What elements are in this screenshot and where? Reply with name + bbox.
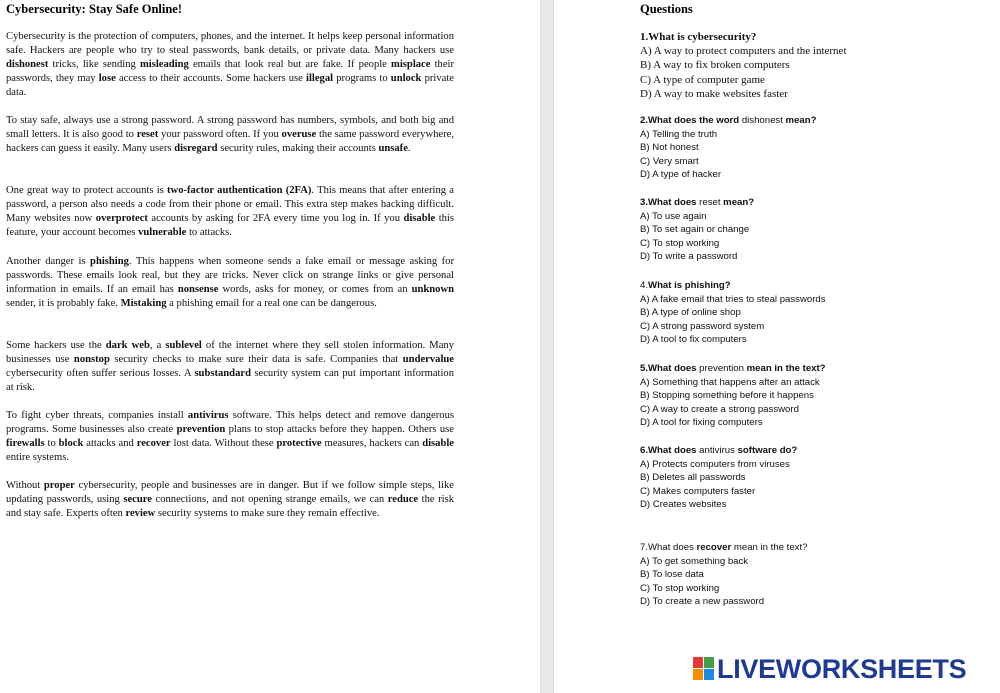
question-1	[640, 30, 990, 101]
answer-option[interactable]: A) Something that happens after an attack	[640, 376, 820, 388]
liveworksheets-mark-icon	[693, 657, 715, 681]
question-stem: 4.What is phishing?	[640, 280, 731, 291]
answer-option[interactable]: A) A way to protect computers and the internet	[640, 45, 847, 58]
answer-option[interactable]: D) A tool to fix computers	[640, 334, 747, 346]
answer-option[interactable]: B) Deletes all passwords	[640, 472, 746, 484]
paragraph-2: To stay safe, always use a strong password. A strong password has numbers, symbols, and both big and small letters. It is also good to reset your password often. If you overuse the same password everywhere, hackers can guess it easily. Many users disregard security rules, making their accounts unsafe.	[6, 115, 454, 154]
answer-option[interactable]: D) Creates websites	[640, 499, 727, 511]
answer-option[interactable]: B) To set again or change	[640, 224, 750, 236]
answer-option[interactable]: D) A type of hacker	[640, 169, 722, 181]
question-5	[640, 362, 990, 430]
answer-option[interactable]: C) To stop working	[640, 237, 720, 249]
question-6	[640, 444, 990, 512]
question-3	[640, 196, 990, 264]
answer-option[interactable]: C) Very smart	[640, 155, 699, 167]
page-gutter	[540, 0, 554, 693]
paragraph-6: To fight cyber threats, companies install antivirus software. This helps detect and remove dangerous programs. Some businesses also create prevention plans to stop attacks before they happen. Others use firewalls to block attacks and recover lost data. Without these protective measures, hackers can disable entire systems.	[6, 410, 455, 463]
question-2	[640, 114, 990, 182]
questions-title: Questions	[640, 2, 693, 16]
question-stem: 3.What does reset mean?	[640, 197, 755, 208]
answer-option[interactable]: A) Protects computers from viruses	[640, 458, 790, 470]
paragraph-1: Cybersecurity is the protection of computers, phones, and the internet. It helps keep personal information safe. Hackers are people who try to steal passwords, bank details, or private data. Many hackers use dishonest tricks, like sending misleading emails that look real but are fake. If people misplace their passwords, they may lose access to their accounts. Some hackers use illegal programs to unlock private data.	[6, 31, 455, 98]
document-title: Cybersecurity: Stay Safe Online!	[6, 2, 183, 16]
question-stem: 2.What does the word dishonest mean?	[640, 115, 817, 126]
answer-option[interactable]: B) To lose data	[640, 569, 704, 581]
answer-option[interactable]: C) A type of computer game	[640, 73, 765, 86]
question-4	[640, 279, 990, 347]
answer-option[interactable]: A) To get something back	[640, 555, 749, 567]
answer-option[interactable]: B) A type of online shop	[640, 307, 741, 319]
answer-option[interactable]: C) A strong password system	[640, 320, 765, 332]
paragraph-3: One great way to protect accounts is two-factor authentication (2FA). This means that after entering a password, a person also needs a code from their phone or email. This extra step makes hacking difficult. Many websites now overprotect accounts by asking for 2FA every time you log in. If you disable this feature, your account becomes vulnerable to attacks.	[6, 185, 454, 238]
answer-option[interactable]: D) To write a password	[640, 251, 738, 263]
answer-option[interactable]: B) Stopping something before it happens	[640, 390, 814, 402]
answer-option[interactable]: B) Not honest	[640, 142, 699, 154]
logo-text: LIVEWORKSHEETS	[717, 654, 967, 684]
question-stem: 1.What is cybersecurity?	[640, 31, 757, 43]
answer-option[interactable]: C) Makes computers faster	[640, 485, 756, 497]
answer-option[interactable]: C) To stop working	[640, 582, 720, 594]
answer-option[interactable]: C) A way to create a strong password	[640, 403, 799, 415]
answer-option[interactable]: A) Telling the truth	[640, 128, 718, 140]
answer-option[interactable]: A) A fake email that tries to steal passwords	[640, 293, 826, 305]
question-stem: 5.What does prevention mean in the text?	[640, 363, 826, 374]
right-page	[554, 0, 1000, 693]
answer-option[interactable]: D) To create a new password	[640, 596, 765, 608]
question-stem: 7.What does recover mean in the text?	[640, 542, 808, 553]
answer-option[interactable]: D) A tool for fixing computers	[640, 417, 763, 429]
paragraph-4: Another danger is phishing. This happens when someone sends a fake email or message asking for passwords. These emails look real, but they are tricks. Never click on strange links or give personal information in emails. If an email has nonsense words, asks for money, or comes from an unknown sender, it is probably fake. Mistaking a phishing email for a real one can be dangerous.	[6, 256, 454, 309]
liveworksheets-logo[interactable]	[693, 655, 966, 683]
paragraph-7: Without proper cybersecurity, people and businesses are in danger. But if we follow simple steps, like updating passwords, using secure connections, and not opening strange emails, we can reduce the risk and stay safe. Experts often review security systems to make sure they remain effective.	[6, 480, 454, 519]
answer-option[interactable]: B) A way to fix broken computers	[640, 59, 790, 72]
answer-option[interactable]: D) A way to make websites faster	[640, 87, 788, 100]
answer-option[interactable]: A) To use again	[640, 210, 707, 222]
paragraph-5: Some hackers use the dark web, a sublevel of the internet where they sell stolen information. Many businesses use nonstop security checks to make sure their data is safe. Companies that undervalue cybersecurity often suffer serious losses. A substandard security system can put important information at risk.	[6, 340, 455, 393]
question-7	[640, 541, 990, 609]
question-stem: 6.What does antivirus software do?	[640, 445, 798, 456]
